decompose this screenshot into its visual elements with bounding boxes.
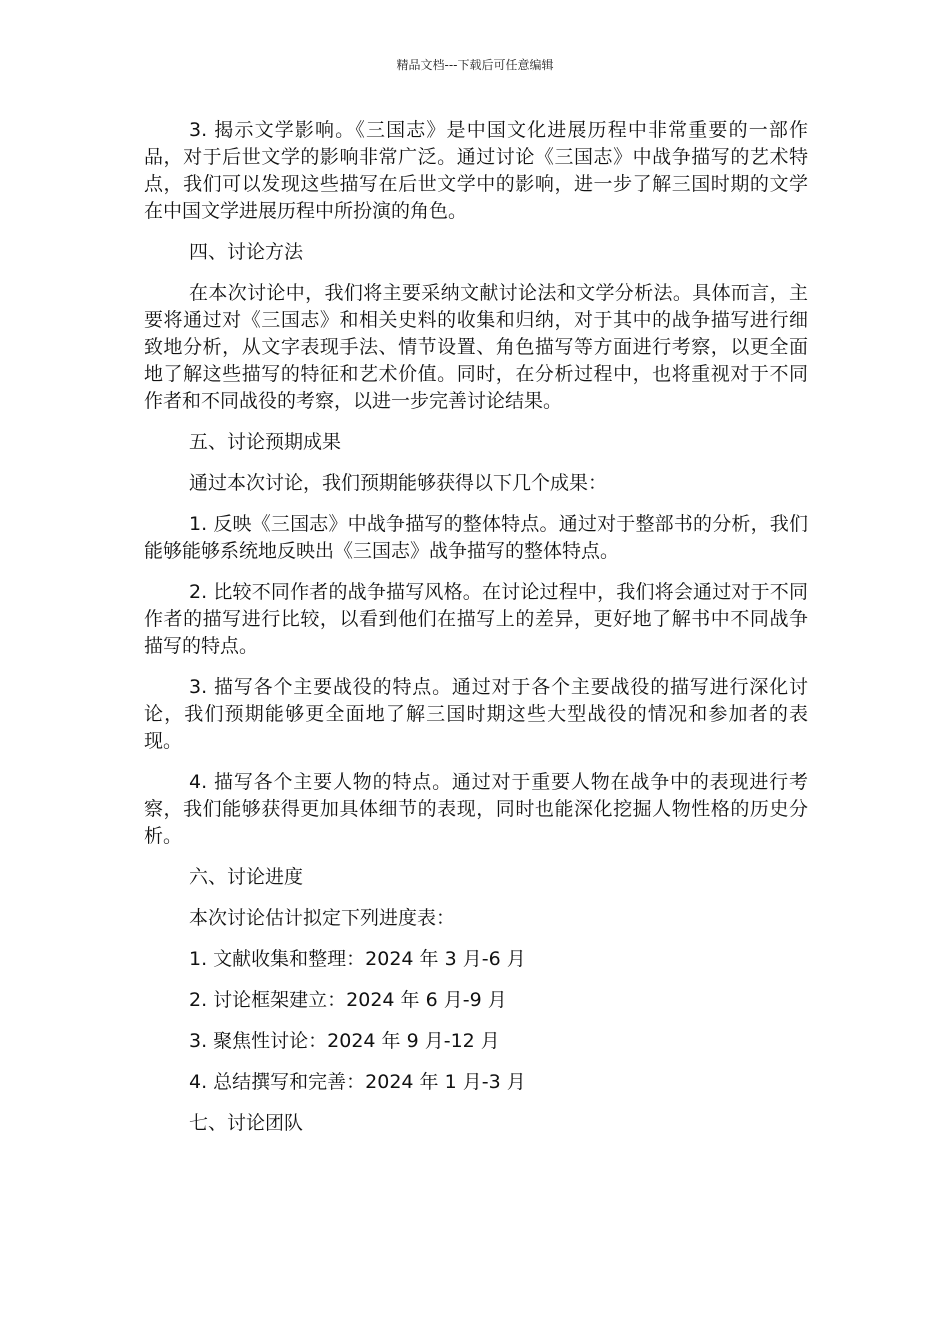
list-item-result-2: 2. 比较不同作者的战争描写风格。在讨论过程中，我们将会通过对于不同作者的描写进行比较，以看到他们在描写上的差异，更好地了解书中不同战争描写的特点。 bbox=[144, 581, 808, 657]
paragraph-literary-influence: 3. 揭示文学影响。《三国志》是中国文化进展历程中非常重要的一部作品，对于后世文学的影响非常广泛。通过讨论《三国志》中战争描写的艺术特点，我们可以发现这些描写在后世文学中的影响，进一步了解三国时期的文学在中国文学进展历程中所扮演的角色。 bbox=[144, 119, 808, 222]
section-heading-progress: 六、讨论进度 bbox=[189, 866, 304, 888]
page-header: 精品文档---下载后可任意编辑 bbox=[396, 58, 554, 72]
section-heading-methods: 四、讨论方法 bbox=[189, 241, 304, 263]
schedule-item-2: 2. 讨论框架建立：2024 年 6 月-9 月 bbox=[189, 989, 507, 1011]
section-heading-team: 七、讨论团队 bbox=[189, 1112, 304, 1134]
list-item-result-1: 1. 反映《三国志》中战争描写的整体特点。通过对于整部书的分析，我们能够能够系统地反映出《三国志》战争描写的整体特点。 bbox=[144, 513, 808, 562]
list-item-result-3: 3. 描写各个主要战役的特点。通过对于各个主要战役的描写进行深化讨论，我们预期能够更全面地了解三国时期这些大型战役的情况和参加者的表现。 bbox=[144, 676, 808, 752]
list-item-result-4: 4. 描写各个主要人物的特点。通过对于重要人物在战争中的表现进行考察，我们能够获得更加具体细节的表现，同时也能深化挖掘人物性格的历史分析。 bbox=[144, 771, 808, 847]
schedule-item-1: 1. 文献收集和整理：2024 年 3 月-6 月 bbox=[189, 948, 526, 970]
paragraph-methods: 在本次讨论中，我们将主要采纳文献讨论法和文学分析法。具体而言，主要将通过对《三国志》和相关史料的收集和归纳，对于其中的战争描写进行细致地分析，从文字表现手法、情节设置、角色描写等方面进行考察，以更全面地了解这些描写的特征和艺术价值。同时，在分析过程中，也将重视对于不同作者和不同战役的考察，以进一步完善讨论结果。 bbox=[144, 282, 808, 412]
document-body bbox=[144, 117, 808, 1137]
schedule-item-3: 3. 聚焦性讨论：2024 年 9 月-12 月 bbox=[189, 1030, 500, 1052]
paragraph-results-intro: 通过本次讨论，我们预期能够获得以下几个成果： bbox=[189, 472, 608, 494]
schedule-item-4: 4. 总结撰写和完善：2024 年 1 月-3 月 bbox=[189, 1071, 526, 1093]
paragraph-progress-intro: 本次讨论估计拟定下列进度表： bbox=[189, 907, 456, 929]
section-heading-expected-results: 五、讨论预期成果 bbox=[189, 431, 342, 453]
